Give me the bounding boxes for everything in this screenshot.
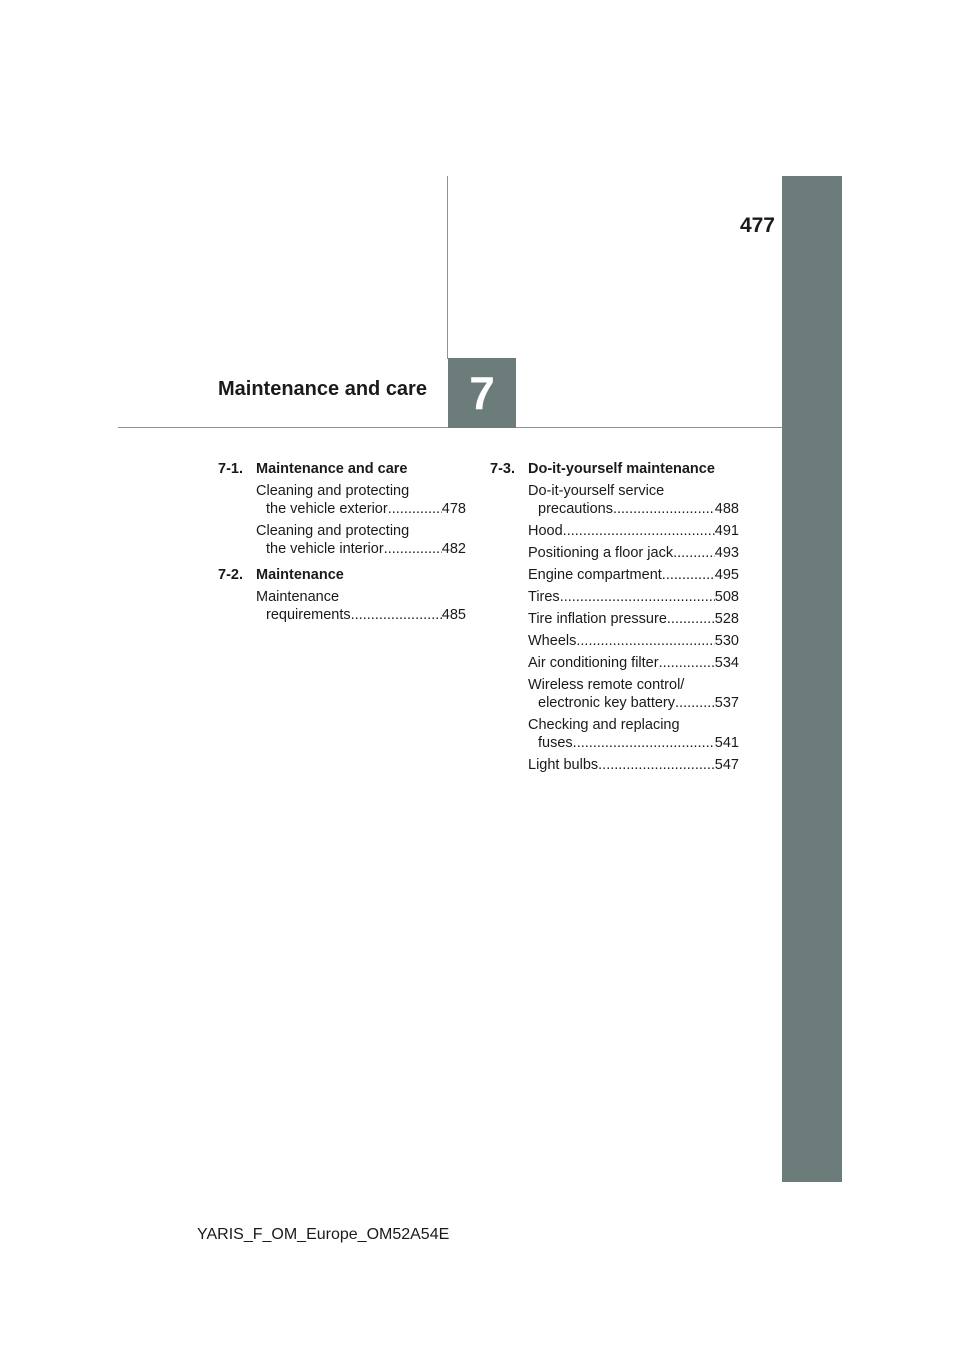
- toc-item[interactable]: [528, 522, 739, 540]
- toc-item-page: 495: [714, 567, 739, 583]
- toc-item-page: 478: [441, 501, 466, 517]
- toc-item[interactable]: [528, 716, 739, 752]
- footer-doc-code: YARIS_F_OM_Europe_OM52A54E: [197, 1226, 450, 1243]
- toc-item[interactable]: [528, 756, 739, 774]
- toc-item-line1: Maintenance: [256, 589, 340, 605]
- toc-item[interactable]: [528, 588, 739, 606]
- section-number: 7-2.: [218, 567, 243, 583]
- toc-item[interactable]: [528, 566, 739, 584]
- toc-item-page: 491: [714, 523, 739, 539]
- toc-item[interactable]: [528, 610, 739, 628]
- section-title: Do-it-yourself maintenance: [528, 461, 715, 477]
- toc-item-label: precautions: [538, 501, 613, 517]
- toc-item-page: 493: [714, 545, 739, 561]
- toc-item-label: fuses: [538, 735, 573, 751]
- page-number: 477: [739, 214, 775, 237]
- toc-item-page: 541: [714, 735, 739, 751]
- toc-item-label: Tires: [528, 589, 560, 605]
- toc-item-page: 528: [714, 611, 739, 627]
- section-title: Maintenance and care: [256, 461, 408, 477]
- toc-item-page: 508: [714, 589, 739, 605]
- toc-item-line1: Cleaning and protecting: [256, 523, 410, 539]
- toc-item-page: 537: [714, 695, 739, 711]
- toc-item-page: 534: [714, 655, 739, 671]
- toc-item-page: 530: [714, 633, 739, 649]
- toc-item[interactable]: [256, 588, 466, 624]
- section-title: Maintenance: [256, 567, 344, 583]
- toc-column-right: [490, 460, 739, 778]
- toc-item-line1: Wireless remote control/: [528, 677, 685, 693]
- toc-item-line1: Do-it-yourself service: [528, 483, 665, 499]
- toc-item-page: 547: [714, 757, 739, 773]
- chapter-title: Maintenance and care: [218, 378, 427, 400]
- toc-item[interactable]: [528, 654, 739, 672]
- toc-item-label: the vehicle interior: [266, 541, 384, 557]
- chapter-number-badge: 7: [448, 358, 516, 428]
- toc-section-7-2[interactable]: [218, 566, 466, 584]
- toc-section-7-1[interactable]: [218, 460, 466, 478]
- toc-item-label: Light bulbs: [528, 757, 599, 773]
- toc-item-label: electronic key battery: [538, 695, 676, 711]
- toc-item-page: 488: [714, 501, 739, 517]
- toc-item[interactable]: [528, 544, 739, 562]
- toc-item-line1: Cleaning and protecting: [256, 483, 410, 499]
- toc-item-line1: Checking and replacing: [528, 717, 680, 733]
- toc-item[interactable]: [528, 676, 739, 712]
- section-number: 7-1.: [218, 461, 243, 477]
- chapter-side-tab: [782, 176, 842, 1182]
- toc-item-label: Engine compartment: [528, 567, 662, 583]
- toc-item-page: 482: [441, 541, 466, 557]
- toc-item-page: 485: [441, 607, 466, 623]
- toc-item[interactable]: [256, 522, 466, 558]
- toc-item[interactable]: [256, 482, 466, 518]
- toc-item-label: Positioning a floor jack: [528, 545, 674, 561]
- toc-item-label: Tire inflation pressure: [528, 611, 667, 627]
- toc-item-label: requirements: [266, 607, 351, 623]
- toc-column-left: [218, 460, 466, 628]
- header-vertical-rule: [447, 176, 448, 359]
- toc-item[interactable]: [528, 632, 739, 650]
- toc-item-label: Wheels: [528, 633, 577, 649]
- toc-section-7-3[interactable]: [490, 460, 739, 478]
- toc-item[interactable]: [528, 482, 739, 518]
- section-number: 7-3.: [490, 461, 515, 477]
- toc-item-label: the vehicle exterior: [266, 501, 388, 517]
- toc-item-label: Hood: [528, 523, 563, 539]
- toc-item-label: Air conditioning filter: [528, 655, 659, 671]
